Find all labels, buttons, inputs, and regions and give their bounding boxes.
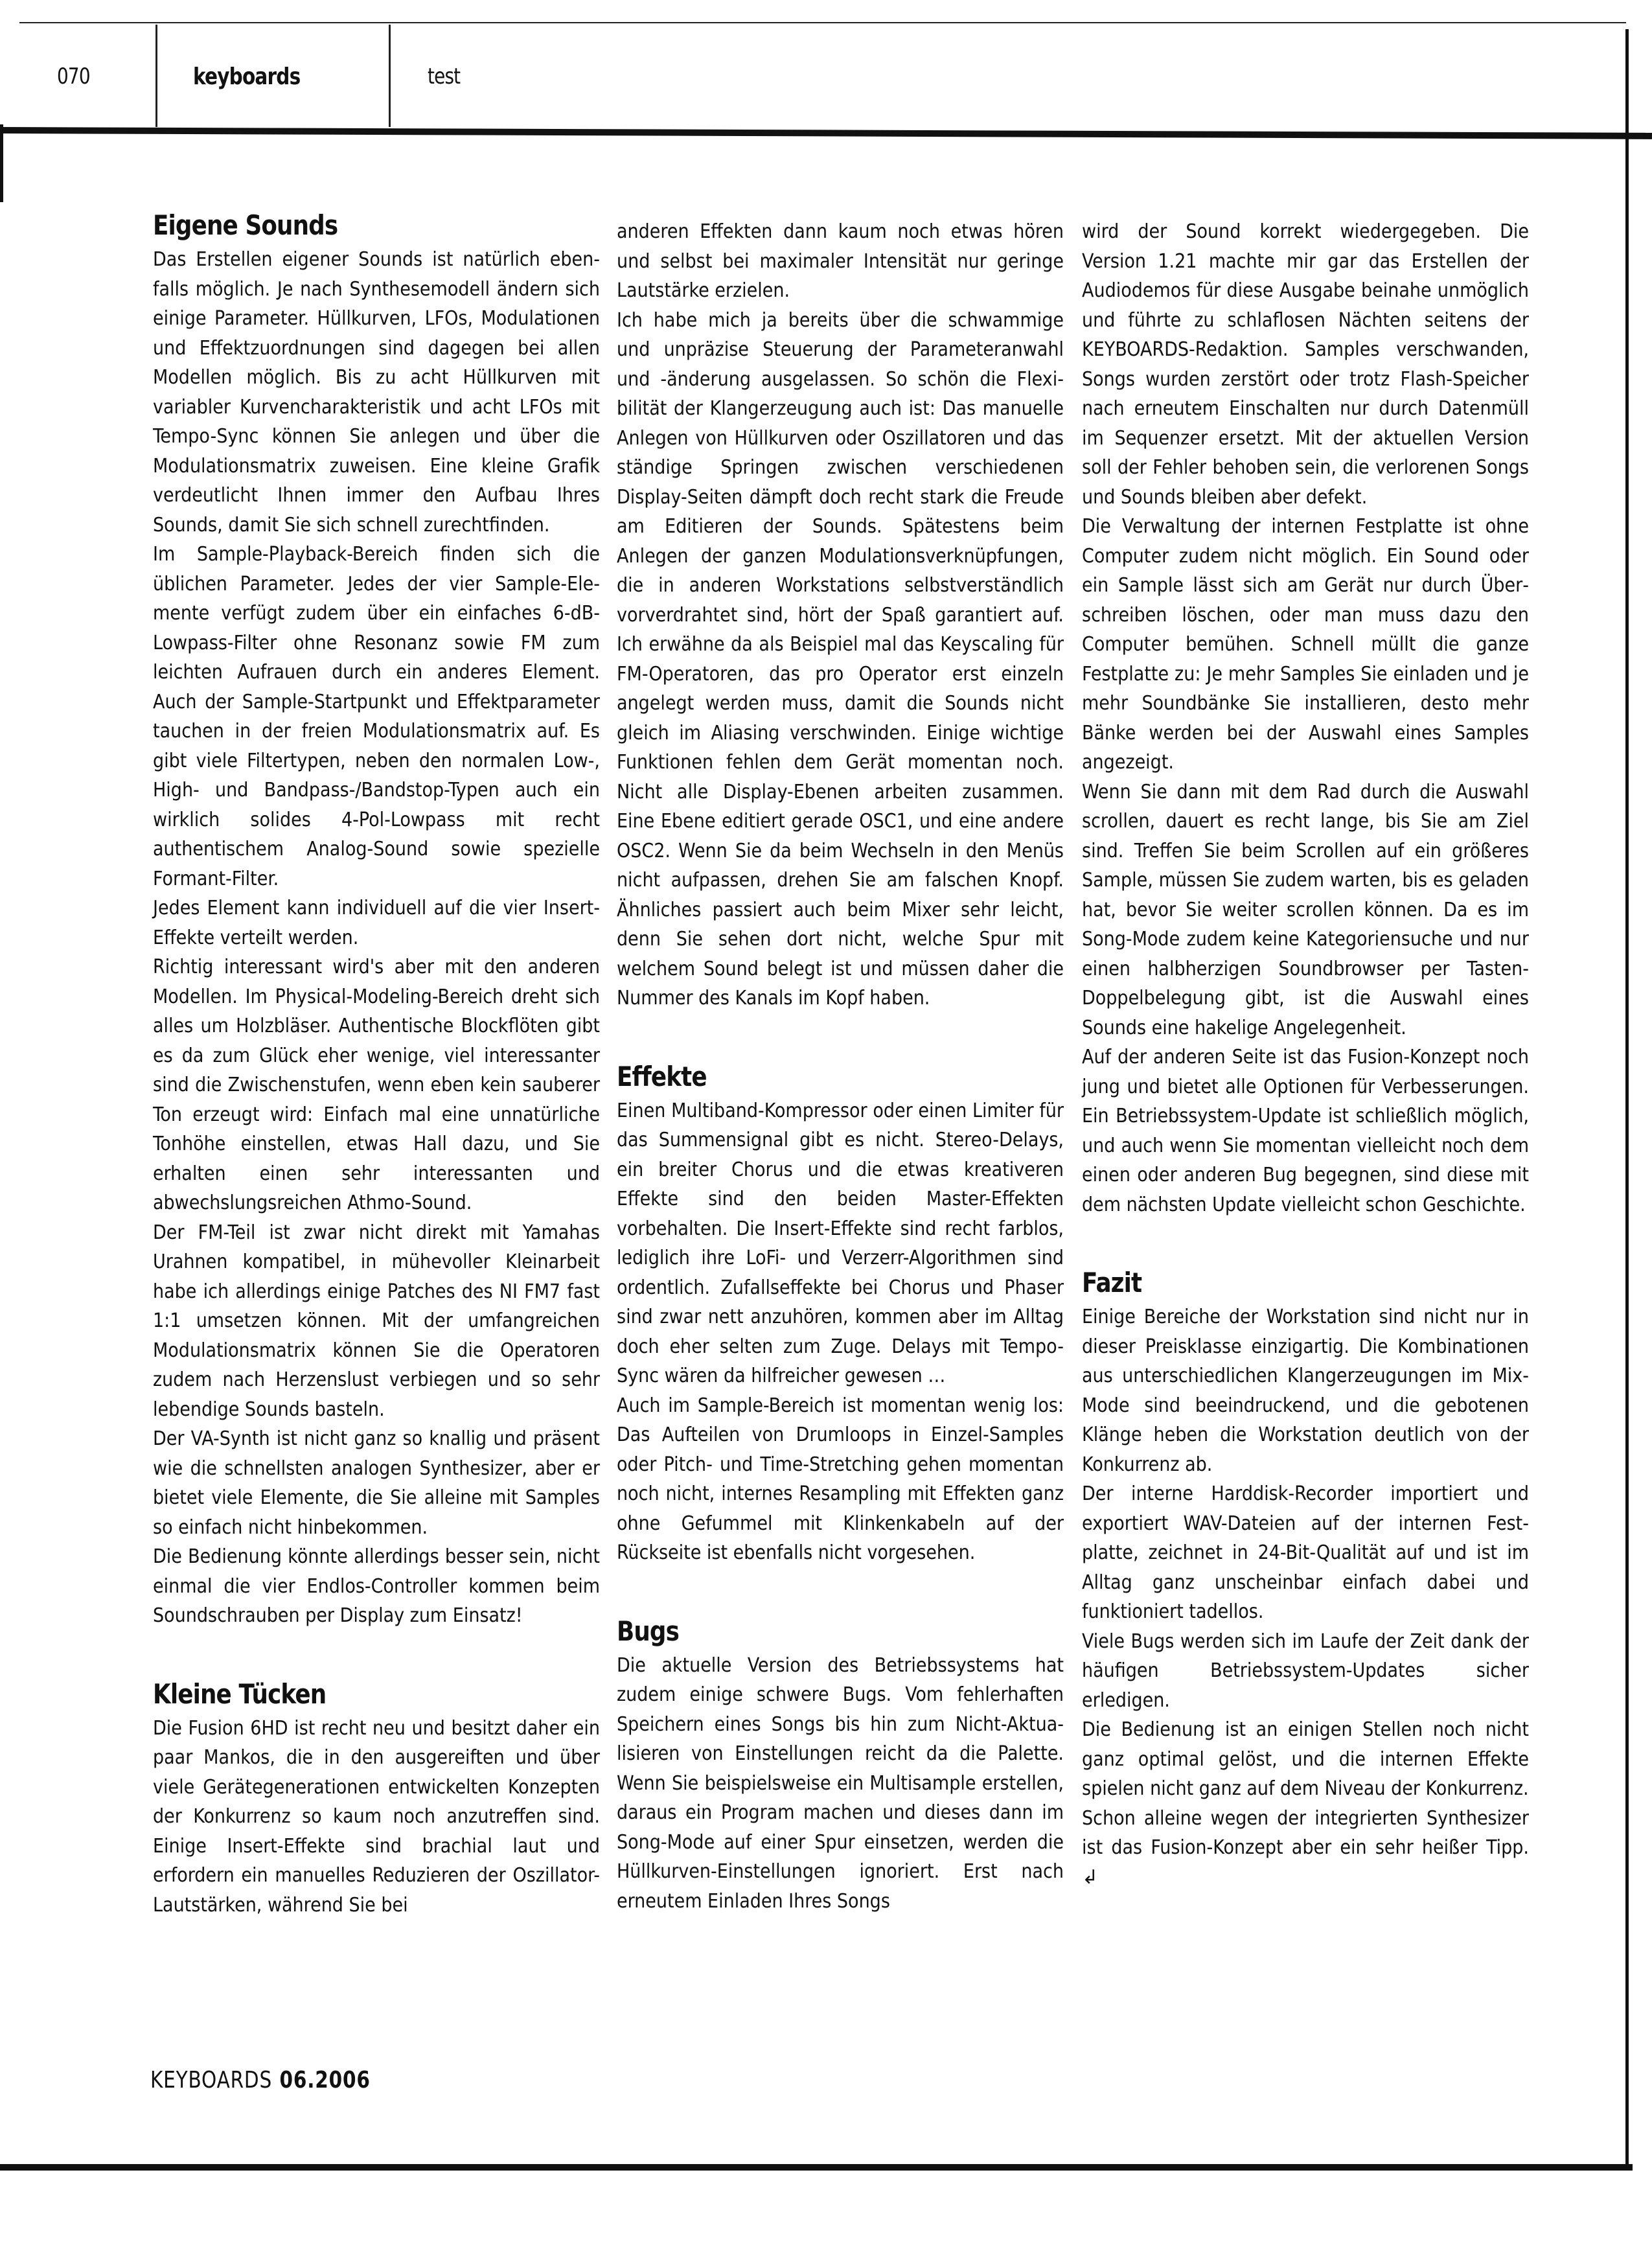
article-column-1 — [153, 207, 600, 1920]
section-heading: Kleine Tücken — [153, 1677, 327, 1710]
body-paragraph: Einige Bereiche der Workstation sind nicht nur in dieser Preisklasse einzigartig. Die Kombinationen aus unterschiedlichen Klangerzeugungen im Mix-Mode sind beeindruckend, und die gebotenen Klänge heben die Workstation deutlich von der Konkurrenz ab. — [1082, 1306, 1529, 1476]
section-gap — [617, 1013, 1064, 1059]
body-paragraph: Auf der anderen Seite ist das Fusion-Konzept noch jung und bietet alle Optionen für Verbesserungen. Ein Betriebssystem-Update ist schließlich möglich, und auch wenn Sie momentan vielleicht noch dem einen oder anderen Bug begegnen, sind diese mit dem nächsten Update vielleicht schon Geschichte. — [1082, 1046, 1529, 1216]
body-paragraph: Viele Bugs werden sich im Laufe der Zeit dank der häufigen Betriebssystem-Updates sicher erledigen. — [1082, 1630, 1529, 1712]
body-paragraph: Der FM-Teil ist zwar nicht direkt mit Yamahas Urahnen kompatibel, in mühevoller Kleinarbeit habe ich allerdings einige Patches des NI FM7 fast 1:1 umsetzen können. Mit der umfangreichen Modulationsmatrix können Sie die Operatoren zudem nach Herzenslust verbiegen und so sehr lebendige Sounds basteln. — [153, 1221, 600, 1421]
body-paragraph: Der VA-Synth ist nicht ganz so knallig und präsent wie die schnellsten analogen Synthesizer, aber er bietet viele Elemente, die Sie alleine mit Samples so einfach nicht hinbekommen. — [153, 1427, 600, 1539]
header-rule — [0, 127, 1652, 139]
issue-date: 06.2006 — [279, 2067, 371, 2093]
body-paragraph: Wenn Sie dann mit dem Rad durch die Auswahl scrollen, dauert es recht lange, bis Sie am Ziel sind. Treffen Sie beim Scrollen auf ein größeres Sample, müssen Sie zudem warten, bis es geladen hat, bevor Sie weiter scrollen können. Da es im Song-Mode zudem keine Kategoriensuche und nur einen halbherzigen Soundbrowser per Tasten-Doppelbelegung gibt, ist die Auswahl eines Sounds eine hakelige Angelegenheit. — [1082, 780, 1529, 1039]
section-heading: Bugs — [617, 1615, 680, 1647]
category-label: test — [428, 63, 461, 89]
section-heading: Eigene Sounds — [153, 209, 338, 241]
end-of-article-icon: ↲ — [1082, 1865, 1099, 1889]
body-paragraph: Die Fusion 6HD ist recht neu und besitzt daher ein paar Mankos, die in den ausgereiften und über viele Gerätegenerationen entwickelten Konzepten der Konkurrenz so kaum noch anzutreffen sind. Einige Insert-Effekte sind brachial laut und erfordern ein manuelles Reduzieren der Oszillator-Lautstärken, während Sie bei — [153, 1716, 600, 1917]
body-paragraph: Die aktuelle Version des Betriebssystems hat zudem einige schwere Bugs. Vom fehlerhaften Speichern eines Songs bis hin zum Nicht-Aktualisieren von Einstellungen reicht da die Palette. Wenn Sie beispielsweise ein Multisample erstellen, daraus ein Program machen und dieses dann im Song-Mode auf einer Spur einsetzen, werden die Hüllkurven-Einstellungen ignoriert. Erst nach erneutem Einladen Ihres Songs — [617, 1654, 1064, 1913]
body-paragraph: Auch im Sample-Bereich ist momentan wenig los: Das Aufteilen von Drumloops in Einzel-Samples oder Pitch- und Time-Stretching gehen momentan noch nicht, internes Resampling mit Effekten ganz ohne Gefummel mit Klinkenkabeln auf der Rückseite ist ebenfalls nicht vorgesehen. — [617, 1394, 1064, 1564]
page-number: 070 — [57, 63, 90, 89]
bottom-rule — [0, 2164, 1633, 2171]
header-divider — [389, 25, 391, 127]
section-gap — [1082, 1219, 1529, 1265]
magazine-name: KEYBOARDS — [150, 2067, 273, 2093]
body-paragraph: Schon alleine wegen der integrierten Synthesizer ist das Fusion-Konzept aber ein sehr heißer Tipp. ↲ — [1082, 1806, 1529, 1889]
section-heading: Effekte — [617, 1060, 707, 1092]
page-header — [0, 25, 1626, 128]
section-heading: Fazit — [1082, 1267, 1142, 1298]
body-paragraph: anderen Effekten dann kaum noch etwas hören und selbst bei maximaler Intensität nur geringe Lautstärke erzielen. — [617, 220, 1064, 302]
body-paragraph: Im Sample-Playback-Bereich finden sich die üblichen Parameter. Jedes der vier Sample-Elemente verfügt zudem über ein einfaches 6-dB-Lowpass-Filter ohne Resonanz sowie FM zum leichten Aufrauen durch ein anderes Element. Auch der Sample-Startpunkt und Effektparameter tauchen in der freien Modulationsmatrix auf. Es gibt viele Filtertypen, neben den normalen Low-, High- und Bandpass-/Bandstop-Typen auch ein wirklich solides 4-Pol-Lowpass mit recht authentischem Analog-Sound sowie spezielle Formant-Filter. — [153, 543, 600, 890]
header-divider — [155, 25, 157, 127]
body-paragraph: Der interne Harddisk-Recorder importiert und exportiert WAV-Dateien auf der internen Festplatte, zeichnet in 24-Bit-Qualität auf und ist im Alltag ganz unscheinbar einfach dabei und funktioniert tadellos. — [1082, 1482, 1529, 1623]
body-paragraph: wird der Sound korrekt wiedergegeben. Die Version 1.21 machte mir gar das Erstellen der Audiodemos für diese Ausgabe beinahe unmöglich und führte zu schlaflosen Nächten seitens der KEYBOARDS-Redaktion. Samples verschwanden, Songs wurden zerstört oder trotz Flash-Speicher nach erneutem Einschalten nur durch Datenmüll im Sequenzer ersetzt. Mit der aktuellen Version soll der Fehler behoben sein, die verlorenen Songs und Sounds bleiben aber defekt. — [1082, 220, 1529, 509]
section-label: keyboards — [193, 63, 301, 90]
top-rule — [19, 22, 1626, 23]
section-gap — [617, 1568, 1064, 1613]
body-paragraph: Jedes Element kann individuell auf die vier Insert-Effekte verteilt werden. — [153, 897, 600, 949]
article-column-2 — [617, 217, 1064, 1916]
article-column-3 — [1082, 217, 1529, 1892]
page-footer — [150, 2067, 371, 2093]
right-border — [1625, 29, 1629, 2167]
body-paragraph: Die Bedienung ist an einigen Stellen noch nicht ganz optimal gelöst, und die internen Effekte spielen nicht ganz auf dem Niveau der Konkurrenz. — [1082, 1718, 1529, 1800]
body-paragraph: Ich habe mich ja bereits über die schwammige und unpräzise Steuerung der Parameteranwahl und -änderung ausgelassen. So schön die Flexibilität der Klangerzeugung auch ist: Das manuelle Anlegen von Hüllkurven oder Oszillatoren und das ständige Springen zwischen verschiedenen Display-Seiten dämpft doch recht stark die Freude am Editieren der Sounds. Spätestens beim Anlegen der ganzen Modulationsverknüpfungen, die in anderen Workstations selbstverständlich vorverdrahtet sind, hört der Spaß garantiert auf. Ich erwähne da als Beispiel mal das Keyscaling für FM-Operatoren, das pro Operator erst einzeln angelegt werden muss, damit die Sounds nicht gleich im Aliasing verschwinden. Einige wichtige Funktionen fehlen dem Gerät momentan noch. Nicht alle Display-Ebenen arbeiten zusammen. Eine Ebene editiert gerade OSC1, und eine andere OSC2. Wenn Sie da beim Wechseln in den Menüs nicht aufpassen, drehen Sie am falschen Knopf. Ähnliches passiert auch beim Mixer sehr leicht, denn Sie sehen dort nicht, welche Spur mit welchem Sound belegt ist und müssen daher die Nummer des Kanals im Kopf haben. — [617, 308, 1064, 1009]
body-paragraph: Einen Multiband-Kompressor oder einen Limiter für das Summensignal gibt es nicht. Stereo-Delays, ein breiter Chorus und die etwas kreativeren Effekte sind den beiden Master-Effekten vorbehalten. Die Insert-Effekte sind recht farblos, lediglich ihre LoFi- und Verzerr-Algorithmen sind ordentlich. Zufallseffekte bei Chorus und Phaser sind zwar nett anzuhören, kommen aber im Alltag doch eher selten zum Zuge. Delays mit Tempo-Sync wären da hilfreicher gewesen … — [617, 1099, 1064, 1387]
body-paragraph: Das Erstellen eigener Sounds ist natürlich ebenfalls möglich. Je nach Synthesemodell ändern sich einige Parameter. Hüllkurven, LFOs, Modulationen und Effektzuordnungen sind dagegen bei allen Modellen möglich. Bis zu acht Hüllkurven mit variabler Kurvencharakteristik und acht LFOs mit Tempo-Sync können Sie anlegen und über die Modulationsmatrix zuweisen. Eine kleine Grafik verdeutlicht Ihnen immer den Aufbau Ihres Sounds, damit Sie sich schnell zurechtfinden. — [153, 248, 600, 536]
body-paragraph: Richtig interessant wird's aber mit den anderen Modellen. Im Physical-Modeling-Bereich dreht sich alles um Holzbläser. Authentische Blockflöten gibt es da zum Glück eher wenige, viel interessanter sind die Zwischenstufen, wenn eben kein sauberer Ton erzeugt wird: Einfach mal eine unnatürliche Tonhöhe einstellen, etwas Hall dazu, und Sie erhalten einen sehr interessanten und abwechslungsreichen Athmo-Sound. — [153, 956, 600, 1214]
section-gap — [153, 1631, 600, 1676]
body-paragraph: Die Verwaltung der internen Festplatte ist ohne Computer zudem nicht möglich. Ein Sound oder ein Sample lässt sich am Gerät nur durch Überschreiben löschen, oder man muss dazu den Computer bemühen. Schnell müllt die ganze Festplatte zu: Je mehr Samples Sie einladen und je mehr Soundbänke Sie installieren, desto mehr Bänke werden bei der Auswahl eines Samples angezeigt. — [1082, 515, 1529, 774]
left-border — [0, 124, 3, 202]
body-paragraph: Die Bedienung könnte allerdings besser sein, nicht einmal die vier Endlos-Controller kommen beim Soundschrauben per Display zum Einsatz! — [153, 1545, 600, 1627]
